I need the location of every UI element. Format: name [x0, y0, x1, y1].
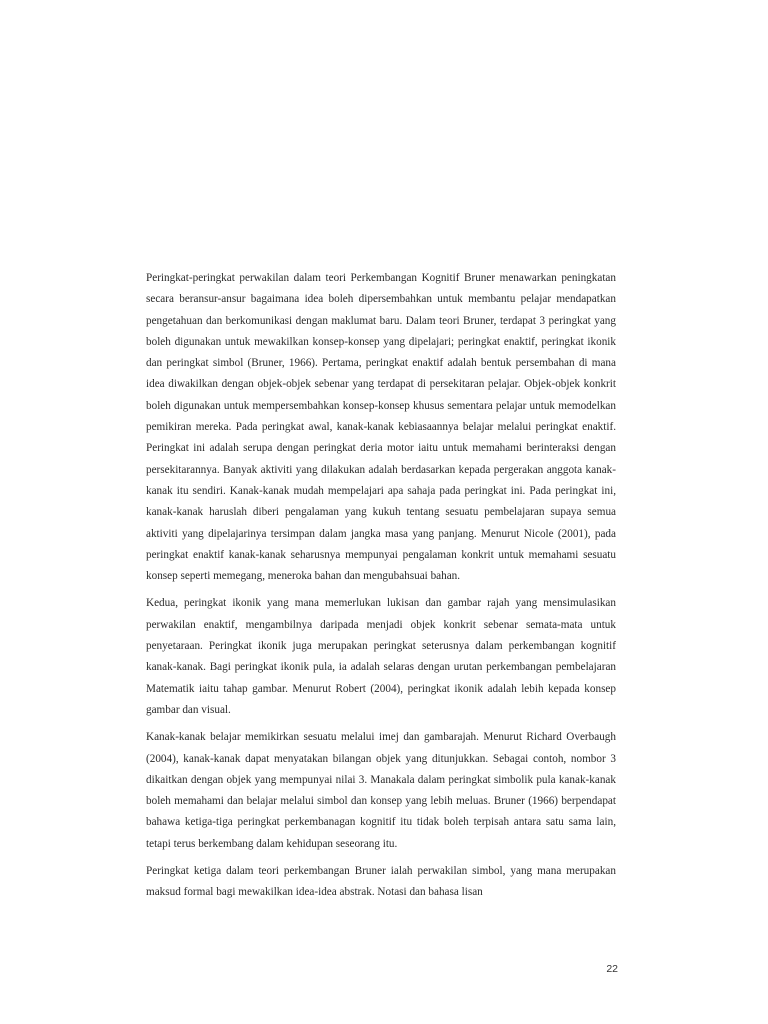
paragraph-iconic: Kedua, peringkat ikonik yang mana memerlukan lukisan dan gambar rajah yang mensimulasikan perwakilan enaktif, mengambilnya daripada menjadi objek konkrit sebenar semata-mata untuk penyetaraan. Peringkat ikonik juga merupakan peringkat seterusnya dalam perkembangan kognitif kanak-kanak. Bagi peringkat ikonik pula, ia adalah selaras dengan urutan perkembangan pembelajaran Matematik iaitu tahap gambar. Menurut Robert (2004), peringkat ikonik adalah lebih kepada konsep gambar dan visual. — [146, 597, 616, 716]
page-number: 22 — [606, 963, 618, 975]
body-text — [146, 268, 616, 904]
paragraph-enactive: Peringkat-peringkat perwakilan dalam teori Perkembangan Kognitif Bruner menawarkan peningkatan secara beransur-ansur bagaimana idea boleh dipersembahkan untuk membantu pelajar mendapatkan pengetahuan dan berkomunikasi dengan maklumat baru. Dalam teori Bruner, terdapat 3 peringkat yang boleh digunakan untuk mewakilkan konsep-konsep yang dipelajari; peringkat enaktif, peringkat ikonik dan peringkat simbol (Bruner, 1966). Pertama, peringkat enaktif adalah bentuk persembahan di mana idea diwakilkan dengan objek-objek sebenar yang terdapat di persekitaran pelajar. Objek-objek konkrit boleh digunakan untuk mempersembahkan konsep-konsep khusus sementara pelajar untuk memodelkan pemikiran mereka. Pada peringkat awal, kanak-kanak kebiasaannya belajar melalui peringkat enaktif. Peringkat ini adalah serupa dengan peringkat deria motor iaitu untuk memahami berinteraksi dengan persekitarannya. Banyak aktiviti yang dilakukan adalah berdasarkan kepada pergerakan anggota kanak-kanak itu sendiri. Kanak-kanak mudah mempelajari apa sahaja pada peringkat ini. Pada peringkat ini, kanak-kanak haruslah diberi pengalaman yang kukuh tentang sesuatu pembelajaran supaya semua aktiviti yang dipelajarinya tersimpan dalam jangka masa yang panjang. Menurut Nicole (2001), pada peringkat enaktif kanak-kanak seharusnya mempunyai pengalaman konkrit untuk memahami sesuatu konsep seperti memegang, meneroka bahan dan mengubahsuai bahan. — [146, 272, 616, 583]
paragraph-symbol-stage: Peringkat ketiga dalam teori perkembangan Bruner ialah perwakilan simbol, yang mana merupakan maksud formal bagi mewakilkan idea-idea abstrak. Notasi dan bahasa lisan — [146, 865, 616, 899]
paragraph-symbolic-intro: Kanak-kanak belajar memikirkan sesuatu melalui imej dan gambarajah. Menurut Richard Overbaugh (2004), kanak-kanak dapat menyatakan bilangan objek yang ditunjukkan. Sebagai contoh, nombor 3 dikaitkan dengan objek yang mempunyai nilai 3. Manakala dalam peringkat simbolik pula kanak-kanak boleh memahami dan belajar melalui simbol dan konsep yang lebih meluas. Bruner (1966) berpendapat bahawa ketiga-tiga peringkat perkembanagan kognitif itu tidak boleh terpisah antara satu sama lain, tetapi terus berkembang dalam kehidupan seseorang itu. — [146, 731, 616, 850]
